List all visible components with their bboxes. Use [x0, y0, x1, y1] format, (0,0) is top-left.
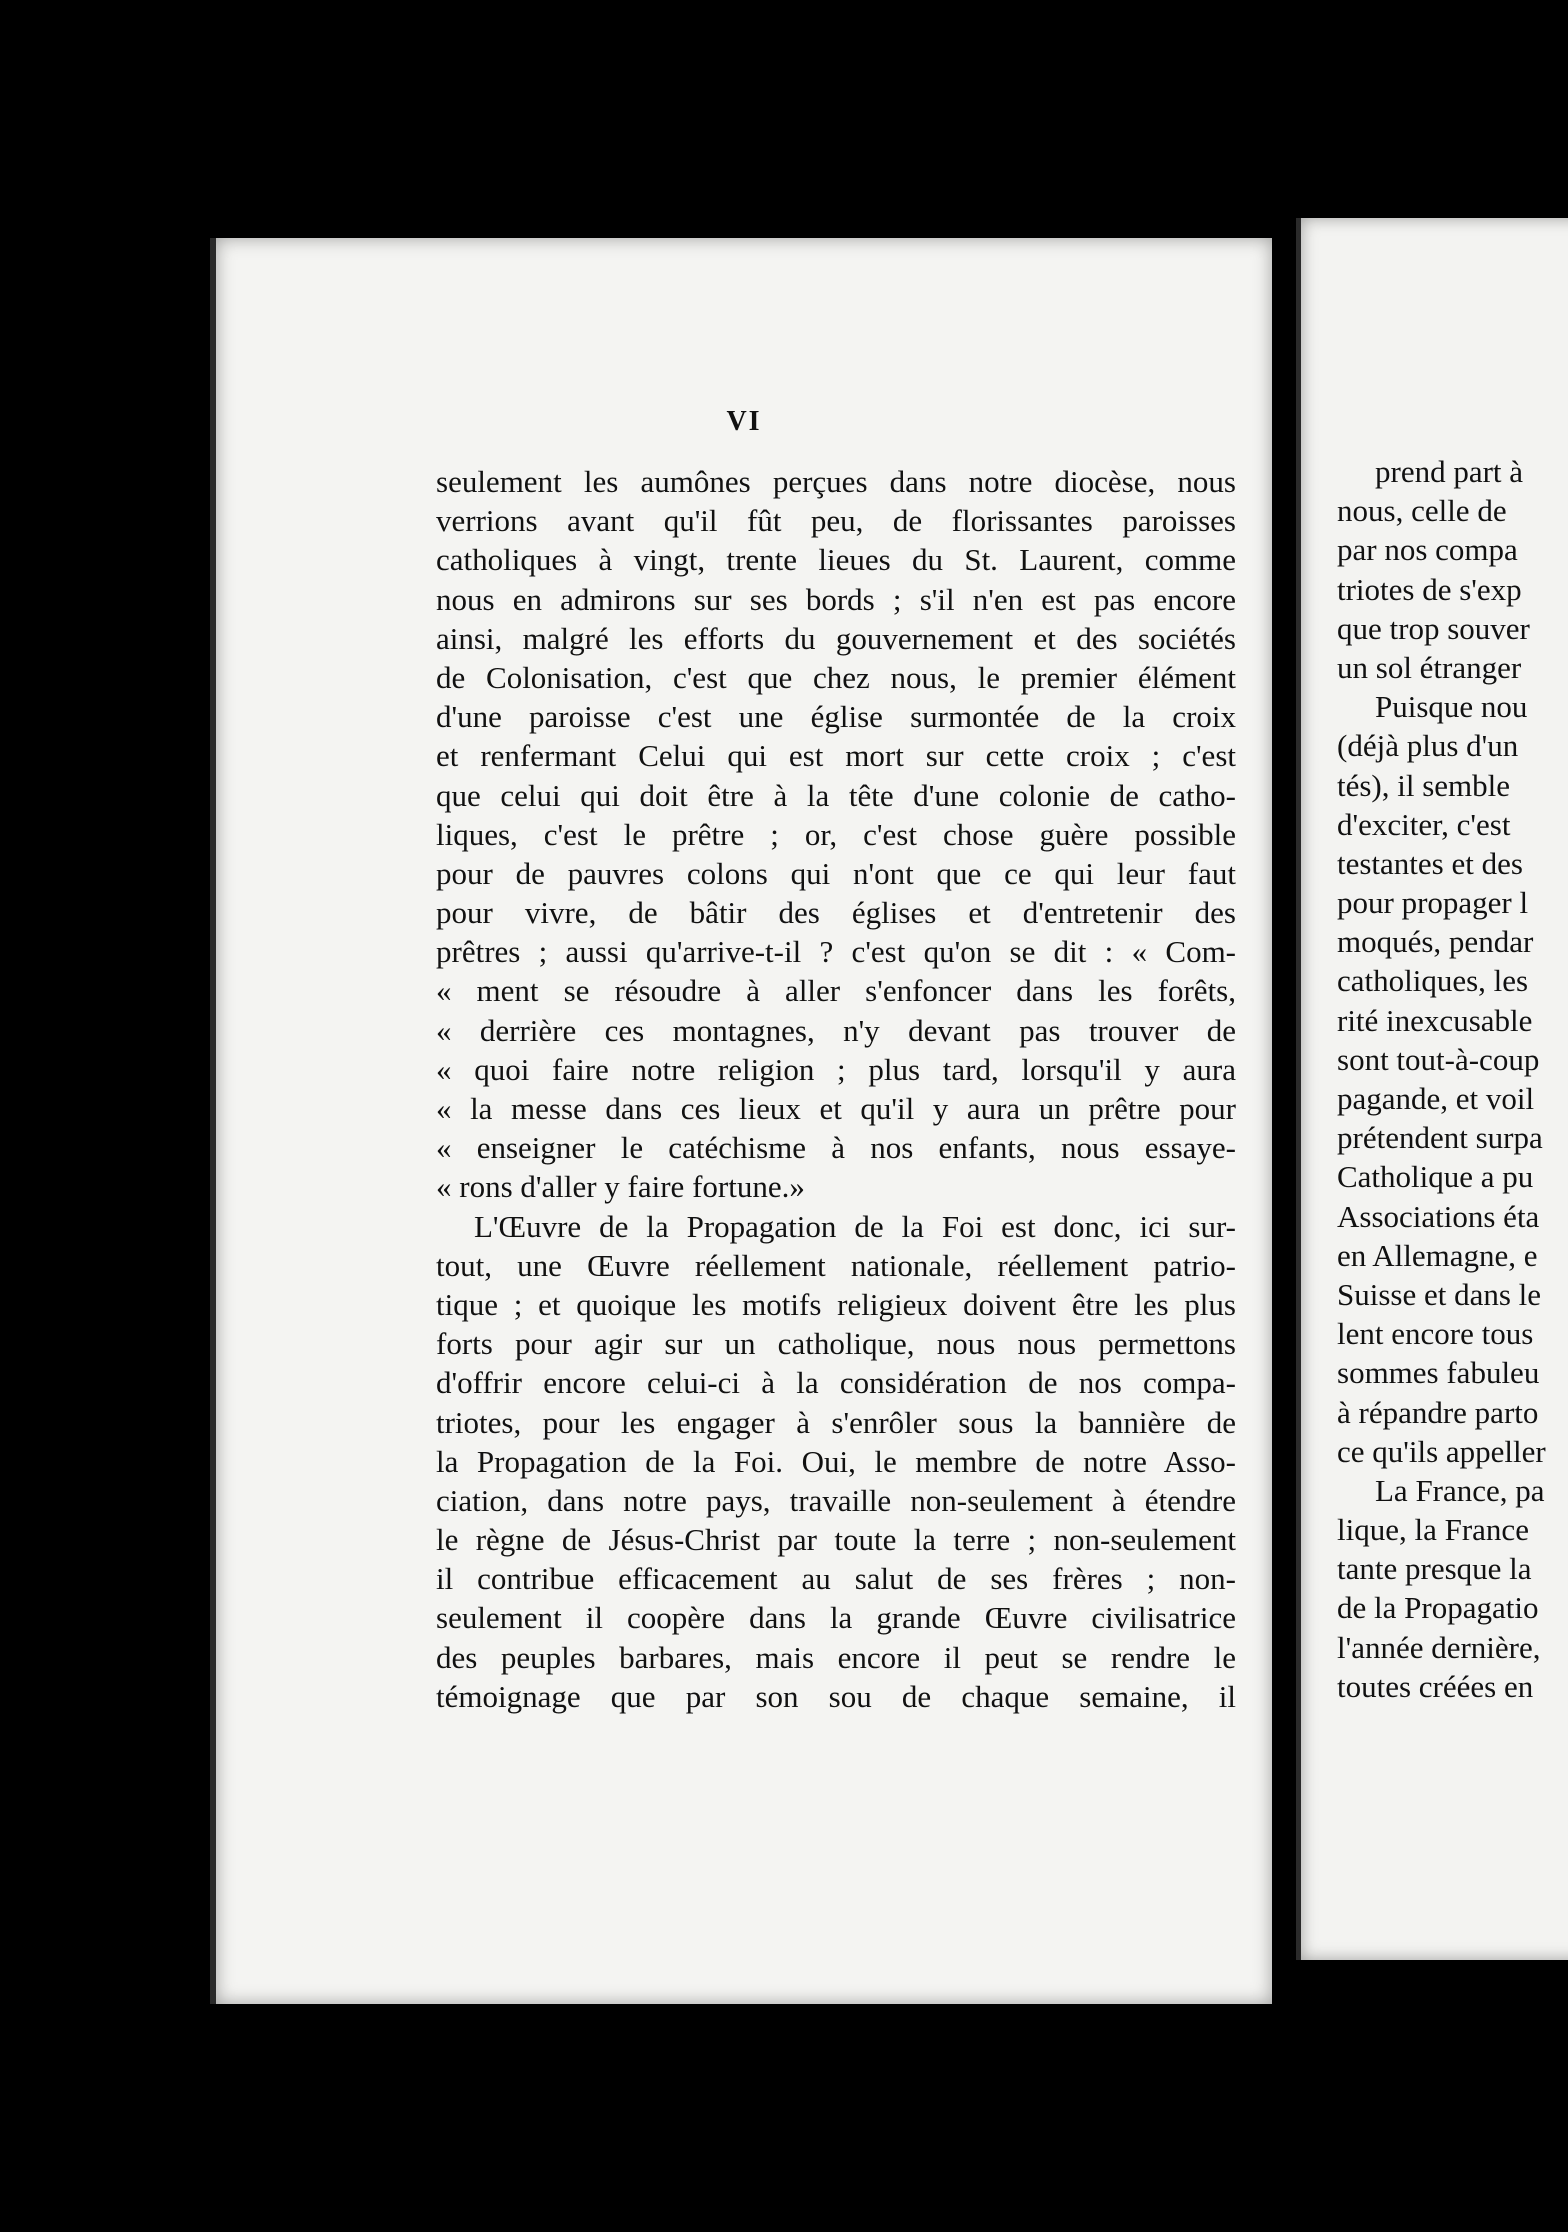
text-line: de la Propagatio: [1337, 1590, 1539, 1626]
text-line: pagande, et voil: [1337, 1081, 1535, 1116]
text-line: triotes, pour les engager à s'enrôler sous la bannière de: [436, 1404, 1236, 1440]
text-line: la Propagation de la Foi. Oui, le membre de notre Asso-: [436, 1443, 1236, 1479]
page-folio: VI: [726, 406, 762, 437]
text-line: que celui qui doit être à la tête d'une colonie de catho-: [436, 777, 1236, 813]
text-line: tante presque la: [1337, 1551, 1532, 1587]
text-line: rité inexcusable: [1337, 1002, 1533, 1038]
text-line: Associations éta: [1337, 1198, 1540, 1234]
text-line: « rons d'aller y faire fortune.»: [436, 1169, 805, 1205]
text-line: catholiques à vingt, trente lieues du St. Laurent, comme: [436, 542, 1236, 578]
text-line: l'année dernière,: [1337, 1629, 1541, 1665]
text-line: ciation, dans notre pays, travaille non-seulement à étendre: [436, 1482, 1236, 1518]
left-page-text: [436, 462, 1236, 1716]
text-line: testantes et des: [1337, 845, 1523, 881]
text-line: catholiques, les: [1337, 963, 1529, 999]
text-line: ce qu'ils appeller: [1337, 1433, 1546, 1469]
text-line: pour de pauvres colons qui n'ont que ce qui leur faut: [436, 855, 1236, 891]
text-line: en Allemagne, e: [1337, 1237, 1538, 1273]
text-line: lique, la France: [1337, 1512, 1529, 1548]
text-line: La France, pa: [1375, 1472, 1545, 1508]
text-line: pour propager l: [1337, 885, 1529, 921]
right-page-text: [1337, 452, 1568, 1706]
text-line: « quoi faire notre religion ; plus tard, lorsqu'il y aura: [436, 1051, 1236, 1087]
text-line: d'offrir encore celui-ci à la considération de nos compa-: [436, 1365, 1236, 1401]
text-line: que trop souver: [1337, 610, 1530, 646]
text-line: tique ; et quoique les motifs religieux doivent être les plus: [436, 1286, 1236, 1322]
right-page: [1296, 218, 1568, 1960]
text-line: forts pour agir sur un catholique, nous nous permettons: [436, 1326, 1236, 1362]
text-line: témoignage que par son sou de chaque semaine, il: [436, 1678, 1236, 1714]
text-line: « ment se résoudre à aller s'enfoncer dans les forêts,: [436, 973, 1236, 1009]
text-line: le règne de Jésus-Christ par toute la terre ; non-seulement: [436, 1522, 1236, 1558]
text-line: prétendent surpa: [1337, 1120, 1543, 1156]
text-line: d'exciter, c'est: [1337, 806, 1511, 842]
text-line: prend part à: [1375, 454, 1524, 489]
text-line: « la messe dans ces lieux et qu'il y aura un prêtre pour: [436, 1091, 1236, 1126]
text-line: de Colonisation, c'est que chez nous, le premier élément: [436, 659, 1236, 695]
text-line: verrions avant qu'il fût peu, de florissantes paroisses: [436, 503, 1236, 539]
text-line: triotes de s'exp: [1337, 571, 1522, 607]
text-line: prêtres ; aussi qu'arrive-t-il ? c'est qu'on se dit : « Com-: [436, 934, 1236, 970]
text-line: « derrière ces montagnes, n'y devant pas trouver de: [436, 1012, 1236, 1048]
text-line: sommes fabuleu: [1337, 1355, 1540, 1391]
text-line: Catholique a pu: [1337, 1159, 1534, 1195]
text-line: d'une paroisse c'est une église surmontée de la croix: [436, 699, 1236, 735]
text-line: « enseigner le catéchisme à nos enfants, nous essaye-: [436, 1130, 1236, 1166]
text-line: par nos compa: [1337, 532, 1518, 568]
text-line: toutes créées en: [1337, 1668, 1534, 1704]
text-line: pour vivre, de bâtir des églises et d'entretenir des: [436, 895, 1236, 931]
text-line: L'Œuvre de la Propagation de la Foi est donc, ici sur-: [474, 1208, 1236, 1244]
left-page: [210, 238, 1272, 2004]
text-line: liques, c'est le prêtre ; or, c'est chose guère possible: [436, 816, 1236, 852]
text-line: nous en admirons sur ses bords ; s'il n'en est pas encore: [436, 581, 1236, 617]
text-line: Suisse et dans le: [1337, 1276, 1542, 1312]
text-line: un sol étranger: [1337, 649, 1522, 685]
text-line: ainsi, malgré les efforts du gouvernement et des sociétés: [436, 620, 1236, 656]
text-line: tout, une Œuvre réellement nationale, réellement patrio-: [436, 1247, 1236, 1283]
text-line: Puisque nou: [1375, 689, 1528, 725]
text-line: sont tout-à-coup: [1337, 1041, 1540, 1077]
text-line: lent encore tous: [1337, 1316, 1534, 1352]
text-line: seulement les aumônes perçues dans notre diocèse, nous: [436, 464, 1236, 499]
text-line: tés), il semble: [1337, 767, 1511, 803]
text-line: (déjà plus d'un: [1337, 728, 1519, 764]
text-line: nous, celle de: [1337, 493, 1507, 529]
text-line: des peuples barbares, mais encore il peut se rendre le: [436, 1639, 1236, 1675]
text-line: moqués, pendar: [1337, 924, 1534, 960]
text-line: et renfermant Celui qui est mort sur cette croix ; c'est: [436, 738, 1236, 774]
text-line: seulement il coopère dans la grande Œuvre civilisatrice: [436, 1600, 1236, 1636]
text-line: à répandre parto: [1337, 1394, 1539, 1430]
text-line: il contribue efficacement au salut de ses frères ; non-: [436, 1561, 1236, 1597]
